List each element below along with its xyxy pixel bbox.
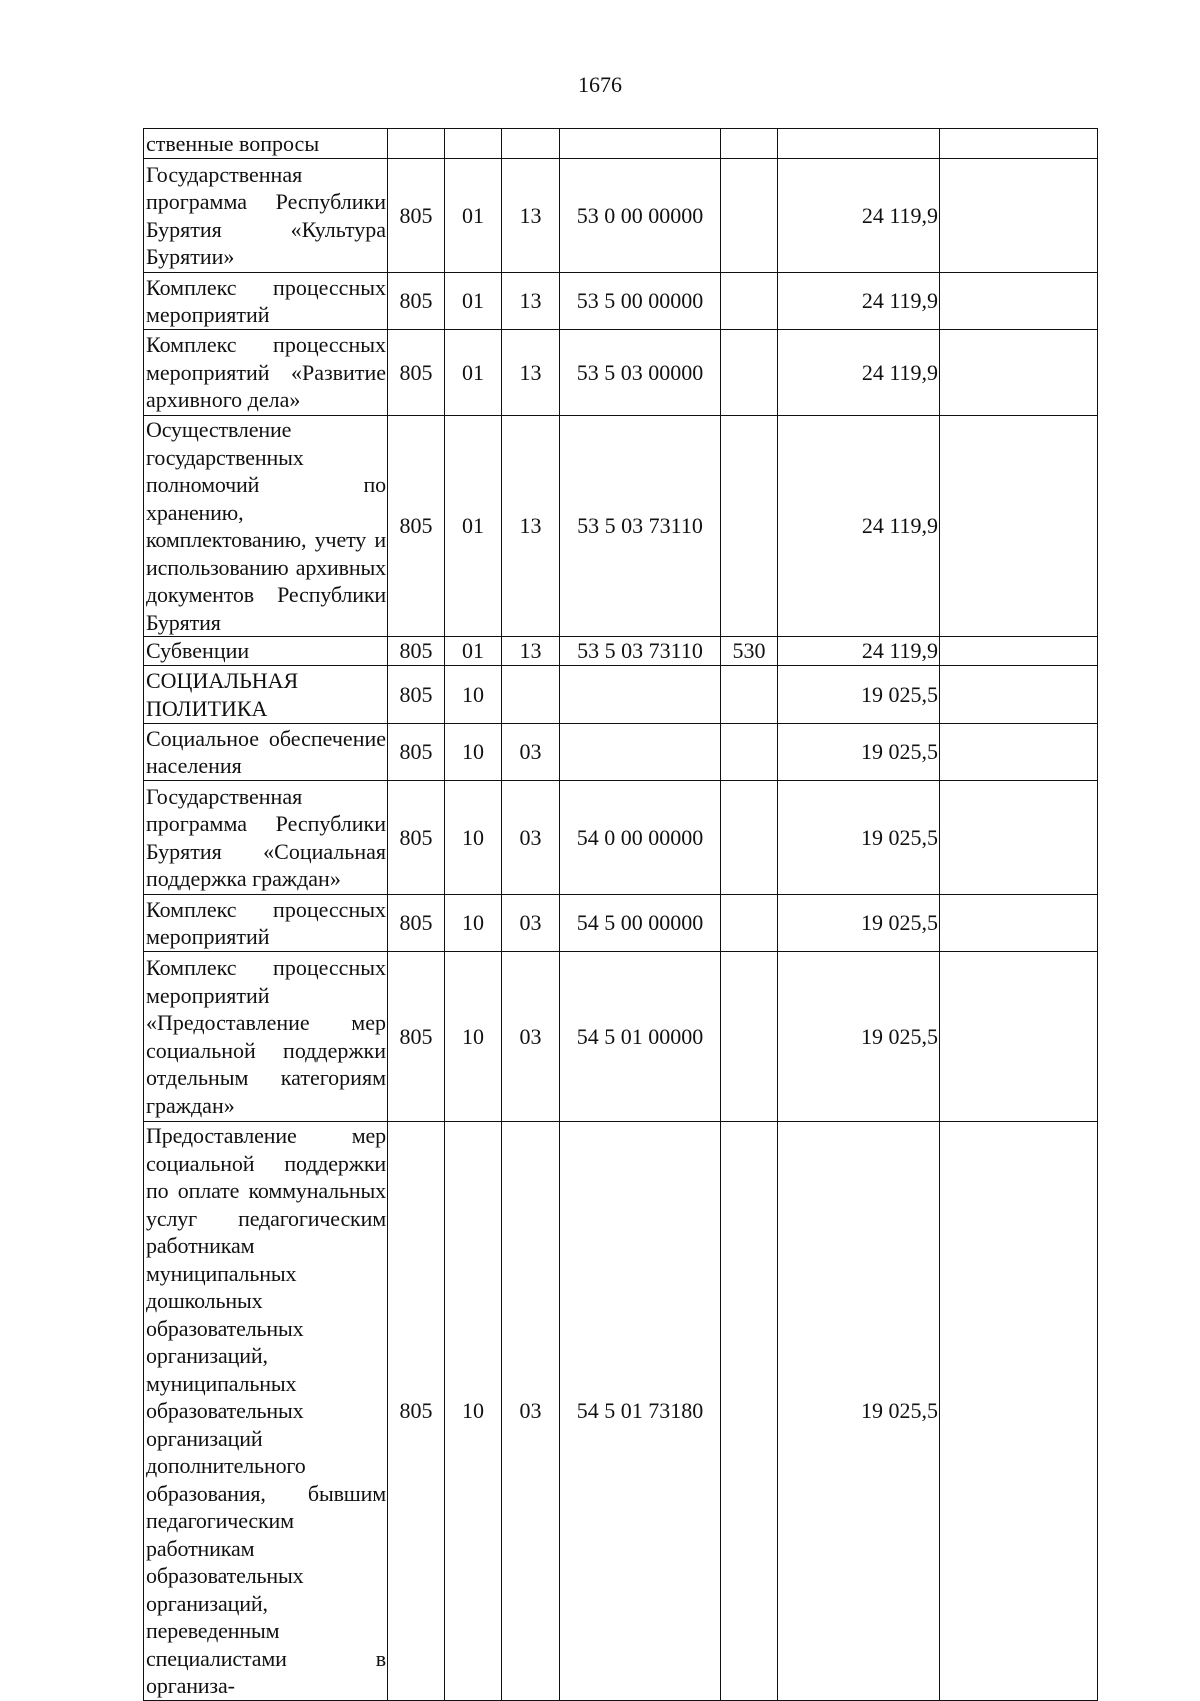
grbs-code: 805	[388, 1122, 445, 1701]
target-article-code	[560, 129, 721, 159]
section-code: 01	[445, 273, 502, 330]
section-code: 10	[445, 895, 502, 952]
table-row	[144, 724, 1098, 781]
amount: 19 025,5	[778, 895, 940, 952]
section-code: 10	[445, 952, 502, 1122]
subsection-code: 03	[502, 781, 560, 895]
grbs-code	[388, 129, 445, 159]
subsection-code: 13	[502, 273, 560, 330]
section-code: 10	[445, 724, 502, 781]
target-article-code: 53 5 03 73110	[560, 416, 721, 637]
amount: 19 025,5	[778, 781, 940, 895]
amount: 19 025,5	[778, 952, 940, 1122]
row-name: Субвенции	[144, 637, 388, 666]
target-article-code: 53 5 03 00000	[560, 330, 721, 416]
expense-type-code	[721, 159, 778, 273]
expense-type-code	[721, 129, 778, 159]
grbs-code: 805	[388, 159, 445, 273]
expense-type-code	[721, 724, 778, 781]
expense-type-code	[721, 781, 778, 895]
expense-type-code	[721, 330, 778, 416]
target-article-code: 53 5 03 73110	[560, 637, 721, 666]
table-row	[144, 330, 1098, 416]
extra-cell	[940, 666, 1098, 724]
table-row	[144, 159, 1098, 273]
extra-cell	[940, 129, 1098, 159]
row-name: ственные вопросы	[144, 129, 388, 159]
section-code: 01	[445, 330, 502, 416]
amount: 24 119,9	[778, 416, 940, 637]
extra-cell	[940, 330, 1098, 416]
row-name: Осуществление государственных полномочий по хранению, комплектованию, учету и использованию архивных документов Республики Бурятия	[144, 416, 388, 637]
expense-type-code	[721, 416, 778, 637]
target-article-code: 54 0 00 00000	[560, 781, 721, 895]
extra-cell	[940, 1122, 1098, 1701]
grbs-code: 805	[388, 895, 445, 952]
extra-cell	[940, 273, 1098, 330]
row-name: Социальное обеспечение населения	[144, 724, 388, 781]
page-number: 1676	[578, 72, 622, 97]
section-code: 10	[445, 781, 502, 895]
amount: 19 025,5	[778, 1122, 940, 1701]
extra-cell	[940, 159, 1098, 273]
section-code: 01	[445, 159, 502, 273]
subsection-code: 13	[502, 416, 560, 637]
subsection-code	[502, 666, 560, 724]
grbs-code: 805	[388, 273, 445, 330]
expense-type-code: 530	[721, 637, 778, 666]
table-row	[144, 273, 1098, 330]
grbs-code: 805	[388, 330, 445, 416]
target-article-code	[560, 666, 721, 724]
target-article-code: 54 5 01 73180	[560, 1122, 721, 1701]
row-name: Комплекс процессных мероприятий «Развитие архивного дела»	[144, 330, 388, 416]
amount: 19 025,5	[778, 724, 940, 781]
table-row	[144, 416, 1098, 637]
section-code: 01	[445, 416, 502, 637]
section-code: 10	[445, 1122, 502, 1701]
table-row	[144, 952, 1098, 1122]
grbs-code: 805	[388, 781, 445, 895]
expense-type-code	[721, 666, 778, 724]
subsection-code: 13	[502, 330, 560, 416]
table-row	[144, 781, 1098, 895]
target-article-code: 53 5 00 00000	[560, 273, 721, 330]
subsection-code: 03	[502, 895, 560, 952]
target-article-code: 54 5 01 00000	[560, 952, 721, 1122]
amount: 24 119,9	[778, 330, 940, 416]
expense-type-code	[721, 1122, 778, 1701]
expense-type-code	[721, 952, 778, 1122]
section-code	[445, 129, 502, 159]
target-article-code: 53 0 00 00000	[560, 159, 721, 273]
section-code: 01	[445, 637, 502, 666]
expense-type-code	[721, 895, 778, 952]
extra-cell	[940, 637, 1098, 666]
row-name: Комплекс процессных мероприятий «Предоставление мер социальной поддержки отдельным категориям граждан»	[144, 952, 388, 1122]
extra-cell	[940, 416, 1098, 637]
subsection-code: 13	[502, 159, 560, 273]
amount: 19 025,5	[778, 666, 940, 724]
row-name: Комплекс процессных мероприятий	[144, 895, 388, 952]
row-name: СОЦИАЛЬНАЯ ПОЛИТИКА	[144, 666, 388, 724]
table-row	[144, 666, 1098, 724]
amount: 24 119,9	[778, 159, 940, 273]
table-row	[144, 1122, 1098, 1701]
subsection-code: 13	[502, 637, 560, 666]
amount: 24 119,9	[778, 273, 940, 330]
expense-type-code	[721, 273, 778, 330]
target-article-code: 54 5 00 00000	[560, 895, 721, 952]
amount	[778, 129, 940, 159]
extra-cell	[940, 724, 1098, 781]
subsection-code: 03	[502, 724, 560, 781]
table-row	[144, 895, 1098, 952]
row-name: Государственная программа Республики Бурятия «Социальная поддержка граждан»	[144, 781, 388, 895]
table-row	[144, 129, 1098, 159]
extra-cell	[940, 952, 1098, 1122]
section-code: 10	[445, 666, 502, 724]
budget-table	[143, 128, 1098, 1701]
table-row	[144, 637, 1098, 666]
row-name: Государственная программа Республики Бурятия «Культура Бурятии»	[144, 159, 388, 273]
target-article-code	[560, 724, 721, 781]
grbs-code: 805	[388, 724, 445, 781]
amount: 24 119,9	[778, 637, 940, 666]
subsection-code	[502, 129, 560, 159]
subsection-code: 03	[502, 1122, 560, 1701]
subsection-code: 03	[502, 952, 560, 1122]
extra-cell	[940, 781, 1098, 895]
row-name: Комплекс процессных мероприятий	[144, 273, 388, 330]
grbs-code: 805	[388, 416, 445, 637]
row-name: Предоставление мер социальной поддержки по оплате коммунальных услуг педагогическим работникам муниципальных дошкольных образовательных организаций, муниципальных образовательных организаций дополнительного образования, бывшим педагогическим работникам образовательных организаций, переведенным специалистами в организа-	[144, 1122, 388, 1701]
grbs-code: 805	[388, 666, 445, 724]
grbs-code: 805	[388, 952, 445, 1122]
grbs-code: 805	[388, 637, 445, 666]
extra-cell	[940, 895, 1098, 952]
